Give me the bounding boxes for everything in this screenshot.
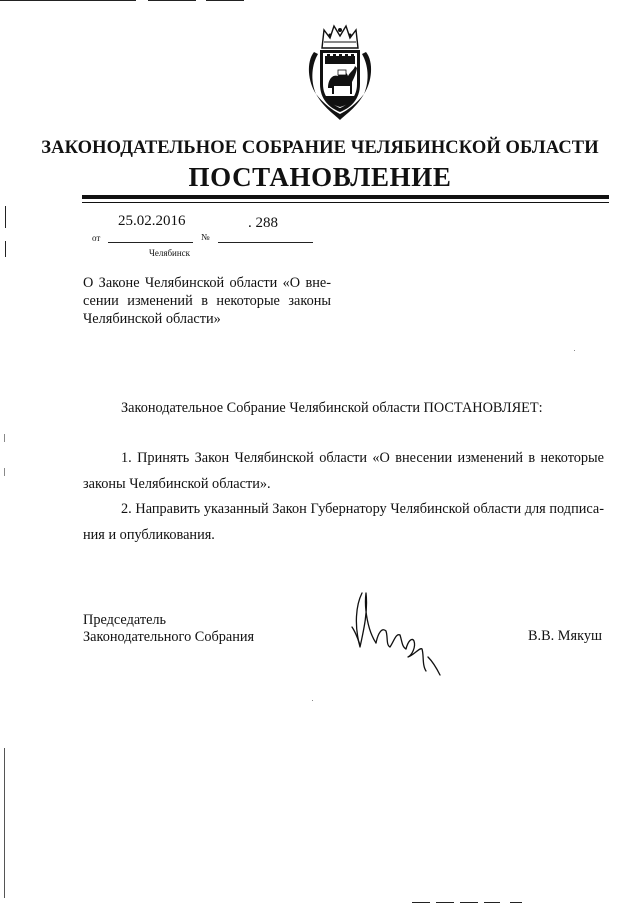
signatory-name: В.В. Мякуш bbox=[528, 628, 602, 644]
resolution-items bbox=[83, 446, 604, 548]
item-2-line-1: 2. Направить указанный Закон Губернатору Челябинской области для подписа- bbox=[121, 501, 604, 517]
scan-artifact-bottom-3 bbox=[460, 902, 478, 903]
preamble-text: Законодательное Собрание Челябинской области ПОСТАНОВЛЯЕТ: bbox=[121, 400, 543, 416]
scan-artifact-left-4 bbox=[4, 468, 5, 476]
from-label: от bbox=[92, 233, 101, 243]
scan-artifact-top-3 bbox=[206, 0, 244, 1]
signatory-position bbox=[83, 612, 254, 646]
number-underline bbox=[218, 242, 313, 243]
scan-artifact-bottom-2 bbox=[436, 902, 454, 903]
scan-artifact-left-2 bbox=[5, 241, 6, 257]
document-type-title: ПОСТАНОВЛЕНИЕ bbox=[188, 162, 452, 192]
scan-artifact-left-5 bbox=[4, 748, 5, 898]
signatory-position-line-2: Законодательного Собрания bbox=[83, 629, 255, 645]
document-date: 25.02.2016 bbox=[118, 213, 186, 229]
header-rule-thin bbox=[82, 202, 609, 203]
signatory-position-line-1: Председатель bbox=[83, 612, 167, 628]
scan-artifact-bottom-1 bbox=[412, 902, 430, 903]
scan-artifact-top-2 bbox=[148, 0, 196, 1]
document-subject bbox=[83, 274, 331, 328]
date-underline bbox=[108, 242, 193, 243]
scan-artifact-bottom-4 bbox=[484, 902, 500, 903]
subject-line: Челябинской области» bbox=[83, 311, 221, 327]
header-rule-thick bbox=[82, 195, 609, 199]
item-1-line-2: законы Челябинской области». bbox=[83, 475, 271, 492]
organization-title: ЗАКОНОДАТЕЛЬНОЕ СОБРАНИЕ ЧЕЛЯБИНСКОЙ ОБЛАСТИ bbox=[41, 138, 599, 158]
subject-line: сении изменений в некоторые законы bbox=[83, 293, 331, 309]
scan-artifact-bottom-5 bbox=[510, 902, 522, 903]
subject-line: О Законе Челябинской области «О вне- bbox=[83, 275, 331, 291]
city-label: Челябинск bbox=[149, 248, 191, 258]
document-number: . 288 bbox=[248, 215, 278, 231]
scan-speck bbox=[574, 350, 575, 351]
item-1-line-1: 1. Принять Закон Челябинской области «О внесении изменений в некоторые bbox=[121, 450, 604, 466]
scan-artifact-left-1 bbox=[5, 206, 6, 228]
handwritten-signature-icon bbox=[342, 585, 452, 685]
scan-artifact-left-3 bbox=[4, 434, 5, 442]
scan-artifact-top-1 bbox=[0, 0, 136, 1]
chelyabinsk-coat-of-arms-icon bbox=[300, 22, 380, 128]
item-2-line-2: ния и опубликования. bbox=[83, 526, 215, 543]
scan-speck bbox=[312, 700, 313, 701]
number-label: № bbox=[201, 232, 210, 242]
